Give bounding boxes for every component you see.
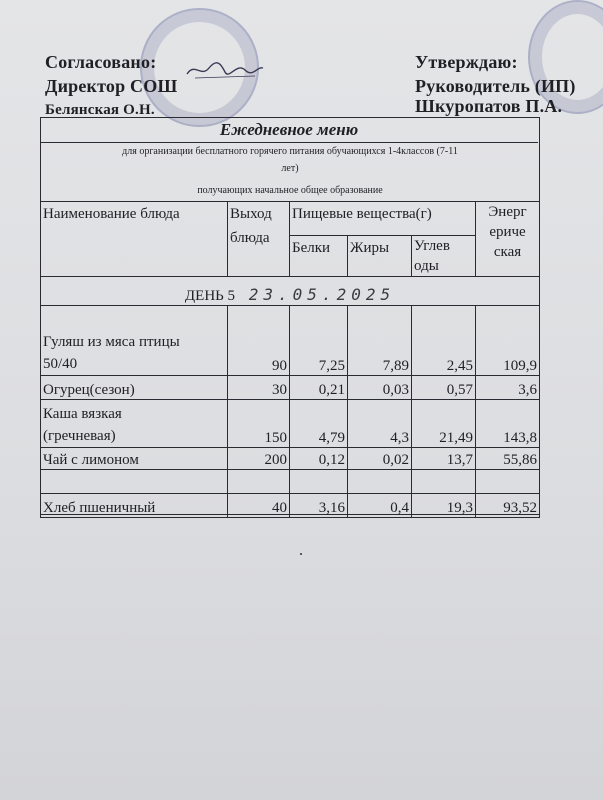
head-name: Шкуропатов П.А. xyxy=(415,96,563,116)
table-row xyxy=(41,470,540,494)
dish-carbs xyxy=(412,470,476,494)
agreed-label: Согласовано: xyxy=(45,52,157,72)
header-dish-name: Наименование блюда xyxy=(41,202,228,277)
header-energy-line2: ериче xyxy=(489,224,526,240)
dish-carbs: 21,49 xyxy=(412,400,476,448)
dish-yield xyxy=(228,470,290,494)
subtitle-line-3: получающих начальное общее образование xyxy=(197,185,383,196)
table-row xyxy=(41,448,540,470)
dish-fat: 0,4 xyxy=(348,494,412,518)
day-row xyxy=(41,277,540,306)
dish-name-line1: Каша вязкая xyxy=(43,406,122,422)
dish-name xyxy=(41,400,228,448)
day-label: ДЕНЬ 5 xyxy=(184,288,236,304)
dish-yield: 30 xyxy=(228,376,290,400)
dish-energy: 93,52 xyxy=(476,494,540,518)
table-row xyxy=(41,494,540,518)
subtitle-line-1: для организации бесплатного горячего питания обучающихся 1-4класcов (7-11 xyxy=(122,146,458,157)
header-yield-line2: блюда xyxy=(230,230,270,246)
dish-name-line2: 50/40 xyxy=(43,356,78,372)
dish-name xyxy=(41,470,228,494)
header-carbs-line1: Углев xyxy=(414,238,450,254)
dish-yield: 90 xyxy=(228,306,290,376)
dish-name-line1: Гуляш из мяса птицы xyxy=(43,334,180,350)
dish-protein: 4,79 xyxy=(290,400,348,448)
dish-energy: 109,9 xyxy=(476,306,540,376)
dish-name-line2: (гречневая) xyxy=(43,428,116,444)
dish-protein: 7,25 xyxy=(290,306,348,376)
header-carbs-line2: оды xyxy=(414,258,439,274)
dish-protein: 0,12 xyxy=(290,448,348,470)
header-yield-line1: Выход xyxy=(230,206,272,222)
header-energy xyxy=(476,202,540,277)
dish-fat: 0,02 xyxy=(348,448,412,470)
header-fat: Жиры xyxy=(348,236,412,277)
dish-fat: 4,3 xyxy=(348,400,412,448)
dish-energy: 143,8 xyxy=(476,400,540,448)
dish-carbs: 2,45 xyxy=(412,306,476,376)
dish-yield: 150 xyxy=(228,400,290,448)
dish-protein xyxy=(290,470,348,494)
table-row xyxy=(41,376,540,400)
dish-energy: 55,86 xyxy=(476,448,540,470)
table-row xyxy=(41,400,540,448)
dish-name: Хлеб пшеничный xyxy=(41,494,228,518)
head-label: Руководитель (ИП) xyxy=(415,76,576,96)
menu-title: Ежедневное меню xyxy=(40,117,538,143)
dish-name xyxy=(41,306,228,376)
dish-carbs: 19,3 xyxy=(412,494,476,518)
header-energy-line1: Энерг xyxy=(488,204,527,220)
dish-fat: 7,89 xyxy=(348,306,412,376)
signature-icon xyxy=(185,58,265,82)
dish-energy: 3,6 xyxy=(476,376,540,400)
dish-name: Огурец(сезон) xyxy=(41,376,228,400)
dish-yield: 200 xyxy=(228,448,290,470)
table-row xyxy=(41,306,540,376)
subtitle-line-2: лет) xyxy=(281,163,299,174)
day-date: 23.05.2025 xyxy=(248,285,396,304)
header-nutrients: Пищевые вещества(г) xyxy=(290,202,476,236)
dish-energy xyxy=(476,470,540,494)
header-protein: Белки xyxy=(290,236,348,277)
header-carbs xyxy=(412,236,476,277)
approve-label: Утверждаю: xyxy=(415,52,518,72)
header-energy-line3: ская xyxy=(493,244,522,260)
dish-fat xyxy=(348,470,412,494)
director-label: Директор СОШ xyxy=(45,76,178,96)
dish-yield: 40 xyxy=(228,494,290,518)
dish-carbs: 0,57 xyxy=(412,376,476,400)
director-name: Белянская О.Н. xyxy=(45,102,155,118)
dish-protein: 0,21 xyxy=(290,376,348,400)
dish-name: Чай с лимоном xyxy=(41,448,228,470)
dish-carbs: 13,7 xyxy=(412,448,476,470)
dish-fat: 0,03 xyxy=(348,376,412,400)
header-yield xyxy=(228,202,290,277)
paper-speck xyxy=(300,553,302,555)
dish-protein: 3,16 xyxy=(290,494,348,518)
menu-table xyxy=(40,201,540,518)
